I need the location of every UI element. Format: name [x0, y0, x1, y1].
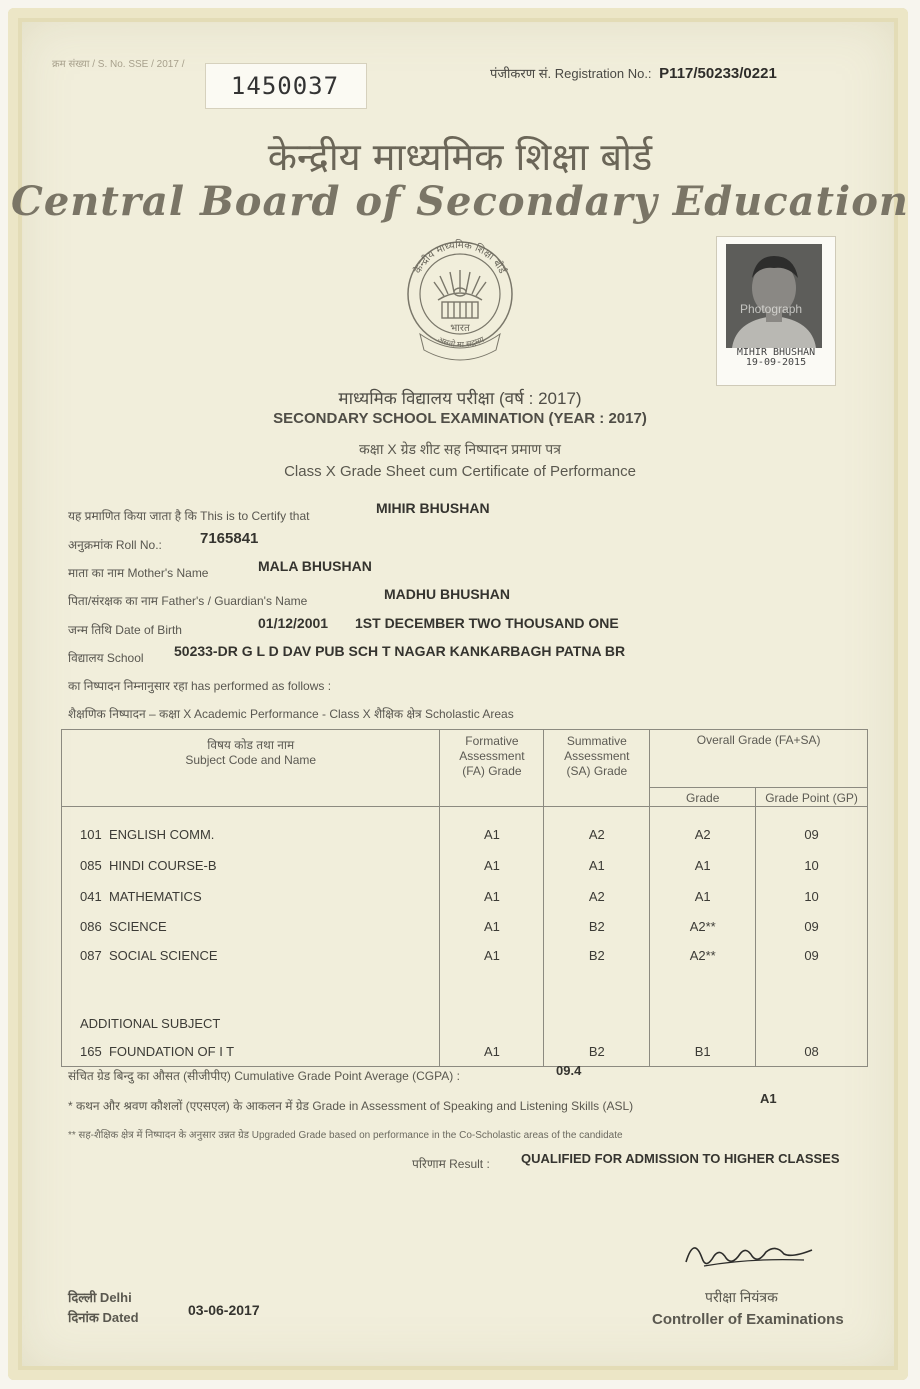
sa-header: Summative Assessment (SA) Grade: [544, 730, 650, 807]
cgpa-value: 09.4: [556, 1063, 582, 1078]
seal-top-text: केन्द्रीय माध्यमिक शिक्षा बोर्ड: [412, 239, 508, 276]
controller-title-english: Controller of Examinations: [652, 1311, 844, 1328]
subject-name: SCIENCE: [108, 918, 167, 934]
fa-grade: A1: [440, 850, 544, 881]
subject-code: 087: [80, 947, 102, 963]
result-label: परिणाम Result :: [412, 1157, 490, 1171]
photo-overlay-text: Photograph: [740, 302, 803, 316]
additional-subject-row: [62, 1010, 868, 1038]
grade-point: 10: [756, 881, 868, 912]
table-row: [62, 1038, 868, 1066]
father-name: MADHU BHUSHAN: [384, 586, 510, 602]
mother-name: MALA BHUSHAN: [258, 558, 372, 574]
upgraded-grade-note: ** सह-शैक्षिक क्षेत्र में निष्पादन के अनुसार उन्नत ग्रेड Upgraded Grade based on performance in the Co-Scholastic areas of the candidate: [68, 1130, 623, 1141]
asl-label: * कथन और श्रवण कौशलों (एएसएल) के आकलन में ग्रेड Grade in Assessment of Speaking and Listening Skills (ASL): [68, 1099, 634, 1113]
asl-grade: A1: [760, 1091, 777, 1106]
certificate-title-english: Class X Grade Sheet cum Certificate of Performance: [284, 463, 636, 480]
seal-motto-text: असतो मा सद्गमय: [436, 334, 486, 350]
table-header-row: [62, 730, 868, 788]
subject-header: [62, 730, 440, 807]
fa-grade: A1: [440, 1038, 544, 1066]
overall-grade: A2**: [650, 941, 756, 970]
sa-grade: A1: [544, 850, 650, 881]
fa-grade: A1: [440, 941, 544, 970]
student-photo: [726, 244, 822, 348]
fa-header: Formative Assessment (FA) Grade: [440, 730, 544, 807]
grades-table: [61, 729, 868, 1067]
additional-subject-label: ADDITIONAL SUBJECT: [62, 1010, 440, 1038]
grade-header: Grade: [650, 788, 756, 807]
dob-label: जन्म तिथि Date of Birth: [68, 623, 182, 637]
board-name-english: Central Board of Secondary Education: [11, 178, 909, 225]
student-name: MIHIR BHUSHAN: [376, 500, 490, 516]
registration-label: पंजीकरण सं. Registration No.:: [490, 66, 652, 81]
grade-point: 09: [756, 941, 868, 970]
dated-label: दिनांक Dated: [68, 1310, 139, 1325]
grade-point: 08: [756, 1038, 868, 1066]
controller-signature: [680, 1228, 820, 1278]
table-row: [62, 850, 868, 881]
roll-label: अनुक्रमांक Roll No.:: [68, 538, 162, 552]
performed-label: का निष्पादन निम्नानुसार रहा has performed as follows :: [68, 679, 332, 693]
grade-point: 10: [756, 850, 868, 881]
subject-name: ENGLISH COMM.: [108, 826, 215, 842]
seal-mid-text: भारत: [450, 323, 470, 334]
subject-name: SOCIAL SCIENCE: [108, 947, 218, 963]
overall-grade: B1: [650, 1038, 756, 1066]
subject-code: 101: [80, 826, 102, 842]
overall-header: Overall Grade (FA+SA): [650, 730, 868, 788]
student-photo-silhouette: [726, 244, 822, 348]
controller-title-hindi: परीक्षा नियंत्रक: [705, 1289, 778, 1305]
subject-name: FOUNDATION OF I T: [108, 1044, 235, 1059]
cbse-seal-logo: [398, 230, 523, 370]
table-row: [62, 912, 868, 941]
subject-header-english: Subject Code and Name: [185, 753, 317, 767]
sa-grade: B2: [544, 941, 650, 970]
fa-grade: A1: [440, 819, 544, 850]
roll-number: 7165841: [200, 530, 259, 547]
fa-grade: A1: [440, 912, 544, 941]
subject-name: HINDI COURSE-B: [108, 857, 217, 873]
registration-number: P117/50233/0221: [659, 65, 777, 82]
dob-value: 01/12/2001: [258, 615, 329, 631]
overall-grade: A2**: [650, 912, 756, 941]
overall-grade: A2: [650, 819, 756, 850]
overall-grade: A1: [650, 881, 756, 912]
registration: [490, 64, 777, 82]
table-row: [62, 819, 868, 850]
issue-date: 03-06-2017: [188, 1302, 260, 1318]
academic-performance-label: शैक्षणिक निष्पादन – कक्षा X Academic Performance - Class X शैक्षिक क्षेत्र Scholastic Areas: [68, 707, 514, 721]
certify-label: यह प्रमाणित किया जाता है कि This is to Certify that: [68, 509, 310, 523]
dob-words: 1ST DECEMBER TWO THOUSAND ONE: [355, 615, 619, 631]
sa-grade: B2: [544, 912, 650, 941]
result-value: QUALIFIED FOR ADMISSION TO HIGHER CLASSES: [521, 1151, 840, 1166]
cgpa-label: संचित ग्रेड बिन्दु का औसत (सीजीपीए) Cumulative Grade Point Average (CGPA) :: [68, 1069, 460, 1083]
grade-point: 09: [756, 912, 868, 941]
subject-code: 041: [80, 888, 102, 904]
photo-caption: [718, 348, 834, 368]
serial-label: क्रम संख्या / S. No. SSE / 2017 /: [52, 59, 185, 70]
table-row: [62, 881, 868, 912]
board-name-hindi: केन्द्रीय माध्यमिक शिक्षा बोर्ड: [267, 135, 653, 179]
serial-number: 1450037: [230, 72, 340, 100]
subject-name: MATHEMATICS: [108, 888, 202, 904]
subject-header-hindi: विषय कोड तथा नाम: [207, 738, 295, 752]
gp-header: Grade Point (GP): [756, 788, 868, 807]
table-row: [62, 941, 868, 970]
fa-grade: A1: [440, 881, 544, 912]
exam-title-english: SECONDARY SCHOOL EXAMINATION (YEAR : 2017): [273, 410, 647, 427]
photo-caption-name: MIHIR BHUSHAN: [736, 347, 816, 358]
exam-title-hindi: माध्यमिक विद्यालय परीक्षा (वर्ष : 2017): [338, 389, 582, 408]
school-label: विद्यालय School: [68, 651, 144, 665]
sa-grade: B2: [544, 1038, 650, 1066]
mother-label: माता का नाम Mother's Name: [68, 566, 209, 580]
subject-code: 165: [80, 1044, 102, 1059]
sa-grade: A2: [544, 881, 650, 912]
father-label: पिता/संरक्षक का नाम Father's / Guardian's Name: [68, 594, 308, 608]
subject-code: 085: [80, 857, 102, 873]
school-name: 50233-DR G L D DAV PUB SCH T NAGAR KANKARBAGH PATNA BR: [174, 643, 626, 659]
subject-code: 086: [80, 918, 102, 934]
photo-caption-date: 19-09-2015: [745, 357, 807, 368]
certificate-title-hindi: कक्षा X ग्रेड शीट सह निष्पादन प्रमाण पत्र: [359, 441, 561, 457]
place: दिल्ली Delhi: [68, 1290, 132, 1305]
sa-grade: A2: [544, 819, 650, 850]
overall-grade: A1: [650, 850, 756, 881]
grade-point: 09: [756, 819, 868, 850]
